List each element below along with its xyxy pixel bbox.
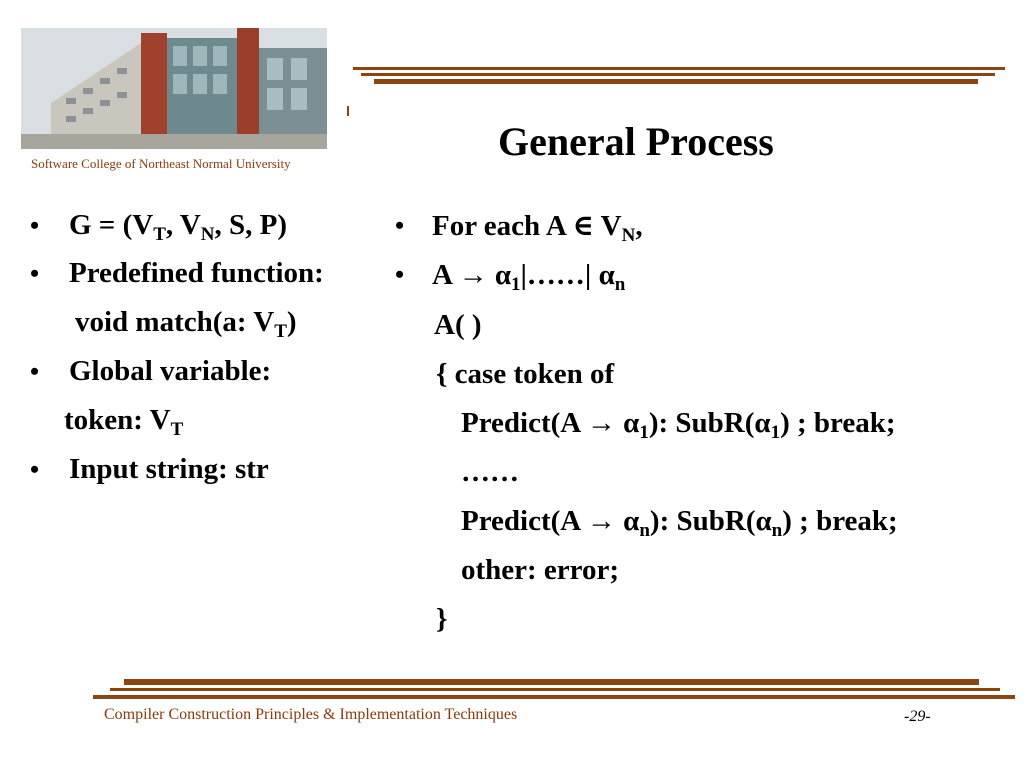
- header-rule-2: [361, 73, 995, 76]
- code-line-6: other: error;: [461, 554, 620, 586]
- code-line-1: A( ): [434, 309, 482, 341]
- input-string-label: Input string: str: [69, 453, 269, 485]
- slide-title: General Process: [498, 119, 774, 164]
- page-number: -29-: [904, 708, 931, 725]
- arrow-symbol: →: [586, 505, 616, 537]
- bullet: •: [395, 260, 405, 289]
- footer-rule-3: [93, 695, 1015, 699]
- production-rule: $A \to \alpha_1|\dots\dots|$ $\alpha_n$: [432, 259, 626, 295]
- bullet: •: [30, 259, 40, 288]
- for-each-nonterminal: For each A ∈ $V_N$,: [432, 210, 643, 246]
- header-building-photo: [21, 28, 327, 149]
- predefined-function-label: Predefined function:: [69, 257, 324, 289]
- arrow-symbol: →: [458, 259, 488, 291]
- code-line-5: Predict(A → $\alpha_n$): $SubR(\alpha_n)$ ; break;: [461, 505, 898, 541]
- college-name: Software College of Northeast Normal University: [31, 156, 291, 171]
- code-line-7: }: [436, 603, 448, 635]
- footer-rule-2: [110, 688, 1000, 691]
- match-signature: void match(a: $V_T$): [75, 306, 297, 342]
- code-line-2: { case token of: [436, 358, 615, 390]
- grammar-definition: $G = (V_T$, $V_N$, S, P): [69, 209, 288, 245]
- bullet: •: [30, 455, 40, 484]
- code-line-4: ……: [461, 456, 519, 488]
- footer-rule-1: [124, 679, 979, 685]
- header-tick-mark: [347, 106, 349, 116]
- arrow-symbol: →: [586, 407, 616, 439]
- token-declaration: token: $V_T$: [64, 404, 184, 440]
- bullet: •: [30, 357, 40, 386]
- global-variable-label: Global variable:: [69, 355, 272, 387]
- code-line-3: Predict(A → $\alpha_1$): $SubR(\alpha_1)$ ; break;: [461, 407, 896, 443]
- bullet: •: [395, 211, 405, 240]
- header-rule-1: [353, 67, 1005, 70]
- bullet: •: [30, 211, 40, 240]
- course-title: Compiler Construction Principles & Implementation Techniques: [104, 706, 518, 723]
- element-of-symbol: ∈: [572, 210, 594, 242]
- header-rule-3: [374, 79, 978, 84]
